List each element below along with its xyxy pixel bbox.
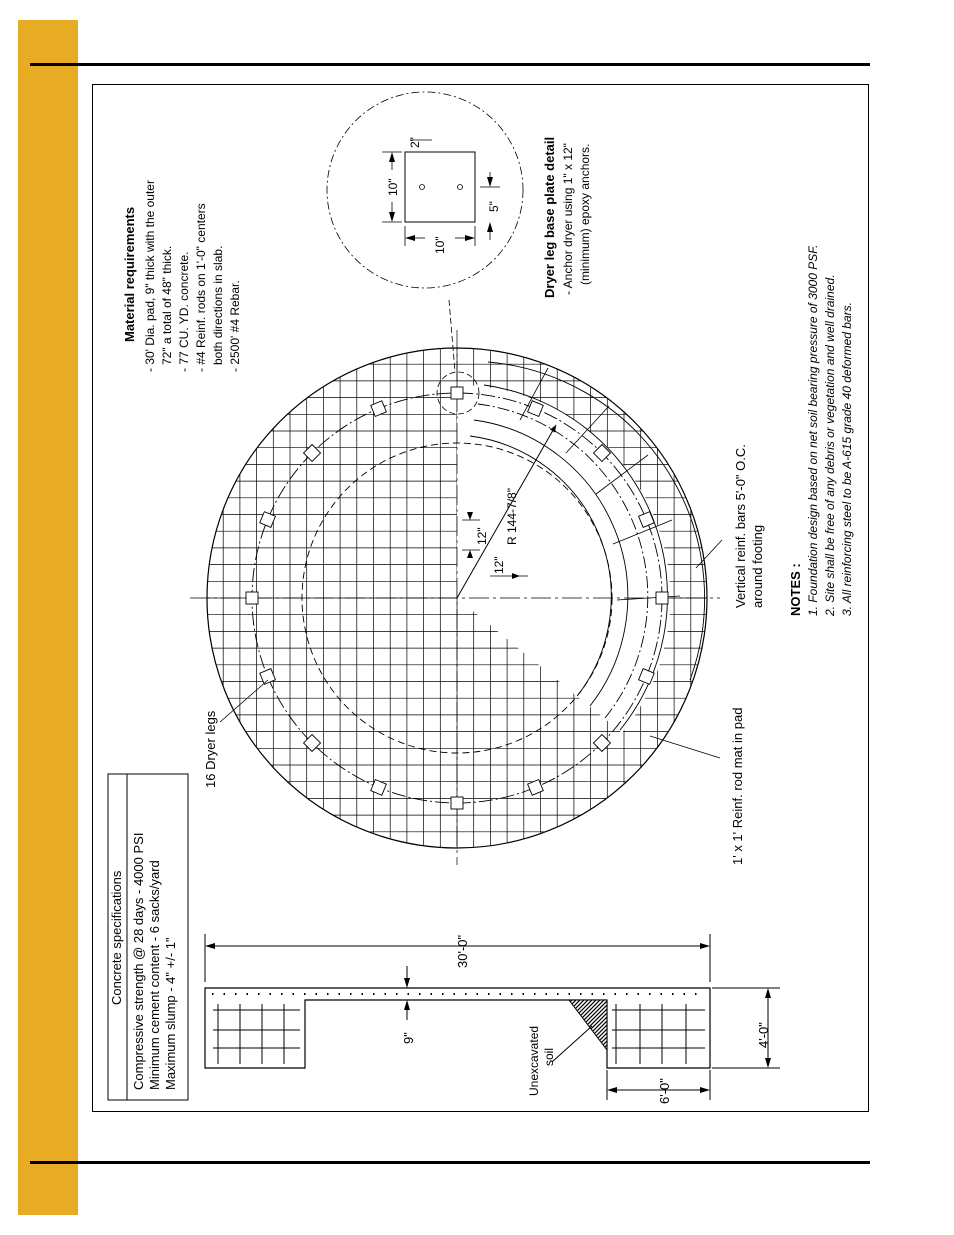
offset-dim-a: 12" bbox=[475, 527, 489, 545]
bars-leader bbox=[696, 540, 722, 568]
mat-leader bbox=[650, 736, 720, 758]
dryer-leg-plate bbox=[593, 734, 610, 751]
concrete-specs-title: Concrete specifications bbox=[109, 870, 124, 1005]
concrete-spec-line: Minimum cement content - 6 sacks/yard bbox=[147, 860, 162, 1090]
rod-mat-label: 1' x 1' Reinf. rod mat in pad bbox=[730, 707, 745, 865]
dryer-leg-plate bbox=[656, 592, 668, 604]
material-line: - #4 Reinf. rods on 1'-0" centers bbox=[194, 203, 208, 372]
dryer-leg-plate bbox=[246, 592, 258, 604]
dryer-leg-plate bbox=[451, 387, 463, 399]
concrete-spec-line: Compressive strength @ 28 days - 4000 PSI bbox=[131, 832, 146, 1090]
ring-width-dim: 6'-0" bbox=[657, 1078, 672, 1104]
detail-dim-10-left: 10" bbox=[386, 178, 400, 196]
offset-dim-b: 12" bbox=[492, 556, 506, 574]
dryer-leg-plate bbox=[451, 797, 463, 809]
concrete-spec-line: Maximum slump - 4" +/- 1" bbox=[163, 937, 178, 1090]
material-line: - 2500' #4 Rebar. bbox=[228, 280, 242, 372]
concrete-specs-box bbox=[108, 774, 188, 1100]
legs-leader bbox=[220, 680, 268, 722]
soil-label: Unexcavated bbox=[527, 1025, 541, 1096]
detail-line: - Anchor dryer using 1" x 12" bbox=[561, 143, 575, 295]
radius-label: R 144-7/8" bbox=[505, 488, 519, 545]
detail-title: Dryer leg base plate detail bbox=[542, 136, 557, 298]
material-requirements bbox=[122, 180, 242, 372]
note-item: 1. Foundation design based on net soil bearing pressure of 3000 PSF. bbox=[806, 244, 820, 616]
material-line: - 30' Dia. pad, 9" thick with the outer bbox=[143, 180, 157, 372]
material-line: - 77 CU. YD. concrete. bbox=[177, 251, 191, 372]
material-line: 72" a total of 48" thick. bbox=[160, 245, 174, 365]
section-view bbox=[205, 934, 780, 1104]
note-item: 3. All reinforcing steel to be A-615 grade 40 deformed bars. bbox=[840, 302, 854, 616]
notes-title: NOTES : bbox=[788, 563, 803, 616]
plan-view bbox=[190, 300, 765, 865]
ring-depth-dim: 4'-0" bbox=[756, 1022, 771, 1048]
slab-thickness-dim: 9" bbox=[401, 1032, 416, 1044]
detail-dim-10-bottom: 10" bbox=[433, 236, 447, 254]
material-title: Material requirements bbox=[122, 206, 137, 342]
base-plate-detail bbox=[327, 92, 592, 298]
soil-label: soil bbox=[542, 1047, 556, 1066]
detail-dim-2: 2" bbox=[408, 137, 422, 148]
detail-dim-5: 5" bbox=[487, 201, 501, 212]
vertical-bars-label: around footing bbox=[750, 524, 765, 608]
notes bbox=[788, 245, 854, 617]
material-line: both directions in slab. bbox=[211, 245, 225, 365]
vertical-bars-label: Vertical reinf. bars 5'-0" O.C. bbox=[733, 444, 748, 608]
detail-line: (minimum) epoxy anchors. bbox=[578, 143, 592, 285]
dryer-legs-label: 16 Dryer legs bbox=[203, 710, 218, 788]
overall-dimension: 30'-0" bbox=[455, 934, 470, 968]
note-item: 2. Site shall be free of any debris or vegetation and well drained. bbox=[823, 274, 837, 616]
